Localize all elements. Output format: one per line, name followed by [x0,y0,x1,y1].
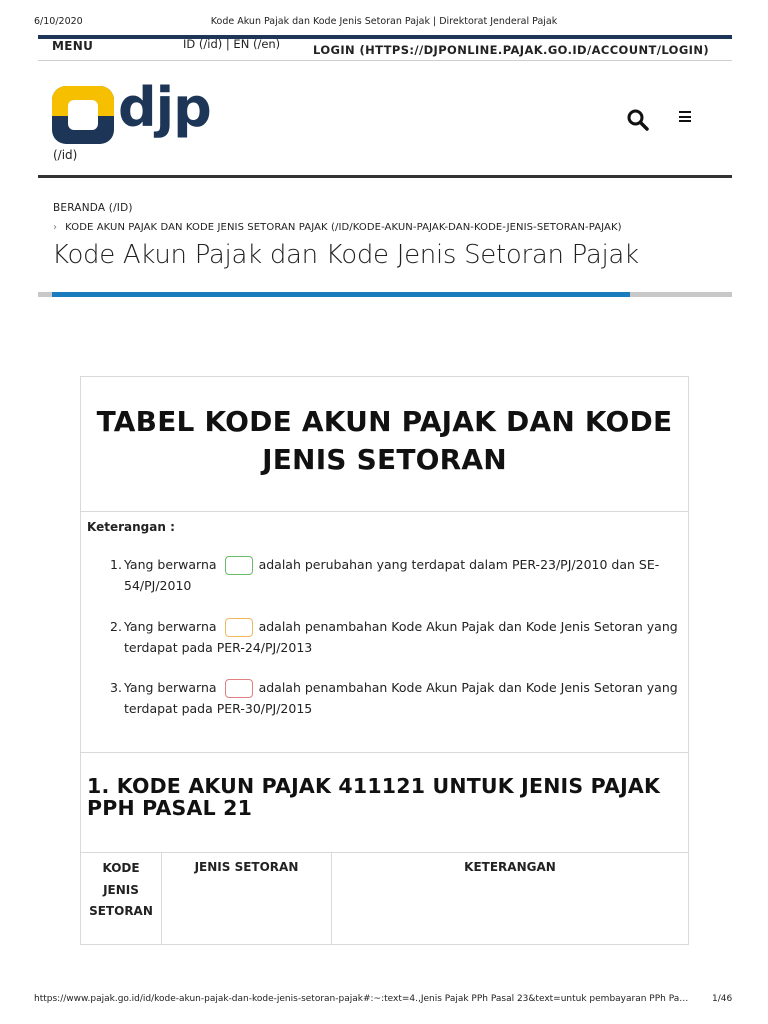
note-number: 2. [110,619,122,634]
color-swatch-red [225,679,253,698]
print-page-number: 1/46 [712,994,733,1004]
note-prefix: Yang berwarna [124,619,217,634]
note-number: 1. [110,557,122,572]
note-item [110,616,680,658]
breadcrumb-current[interactable] [53,222,622,233]
note-text: adalah penambahan Kode Akun Pajak dan Kode Jenis Setoran yang terdapat pada PER-24/PJ/2013 [124,619,678,655]
note-prefix: Yang berwarna [124,557,217,572]
print-document-title: Kode Akun Pajak dan Kode Jenis Setoran Pajak | Direktorat Jenderal Pajak [210,16,558,27]
topbar-divider [38,60,732,61]
keterangan-label: Keterangan : [87,520,175,534]
breadcrumb-home[interactable]: BERANDA (/ID) [53,202,133,214]
table-header-row [81,853,688,945]
print-header [0,16,768,30]
djp-logo-icon [52,86,114,144]
table-title: TABEL KODE AKUN PAJAK DAN KODE JENIS SETORAN [96,405,673,476]
logo-link-text[interactable]: (/id) [53,148,78,162]
djp-logo[interactable] [52,76,212,146]
color-swatch-orange [225,618,253,637]
topbar [38,39,732,61]
note-item [110,554,680,596]
print-date: 6/10/2020 [34,16,83,27]
note-text: adalah perubahan yang terdapat dalam PER-23/PJ/2010 dan SE-54/PJ/2010 [124,557,660,593]
table-title-cell [81,377,688,512]
hamburger-menu-icon[interactable] [679,111,691,122]
section-heading: 1. KODE AKUN PAJAK 411121 UNTUK JENIS PAJAK PPH PASAL 21 [87,774,661,820]
login-link[interactable]: LOGIN (HTTPS://DJPONLINE.PAJAK.GO.ID/ACCOUNT/LOGIN) [313,43,710,57]
keterangan-cell [81,512,688,753]
language-links[interactable]: ID (/id) | EN (/en) [183,37,281,51]
breadcrumb-current-label: KODE AKUN PAJAK DAN KODE JENIS SETORAN PAJAK (/ID/KODE-AKUN-PAJAK-DAN-KODE-JENIS-SETORAN-PAJAK) [65,222,622,233]
column-header-jenis-setoran: JENIS SETORAN [162,853,332,945]
page-title: Kode Akun Pajak dan Kode Jenis Setoran Pajak [52,240,639,270]
reading-progress-fill [52,292,630,297]
section-heading-cell [81,753,688,853]
search-icon[interactable] [626,108,650,132]
chevron-right-icon: › [53,222,58,233]
column-header-kode-jenis-setoran: KODE JENIS SETORAN [81,853,162,945]
color-swatch-green [225,556,253,575]
note-item [110,677,680,719]
column-header-keterangan: KETERANGAN [464,860,556,874]
djp-logo-text: djp [118,76,211,139]
content-card [80,376,689,945]
print-url: https://www.pajak.go.id/id/kode-akun-pajak-dan-kode-jenis-setoran-pajak#:~:text=4.,Jenis Pajak PPh Pasal 23&text=untuk pembayaran PPh Pa… [34,994,689,1004]
note-number: 3. [110,680,122,695]
menu-link[interactable]: MENU [52,39,94,53]
note-text: adalah penambahan Kode Akun Pajak dan Kode Jenis Setoran yang terdapat pada PER-30/PJ/2015 [124,680,678,716]
reading-progress-track [38,292,732,297]
header-divider [38,175,732,178]
note-prefix: Yang berwarna [124,680,217,695]
